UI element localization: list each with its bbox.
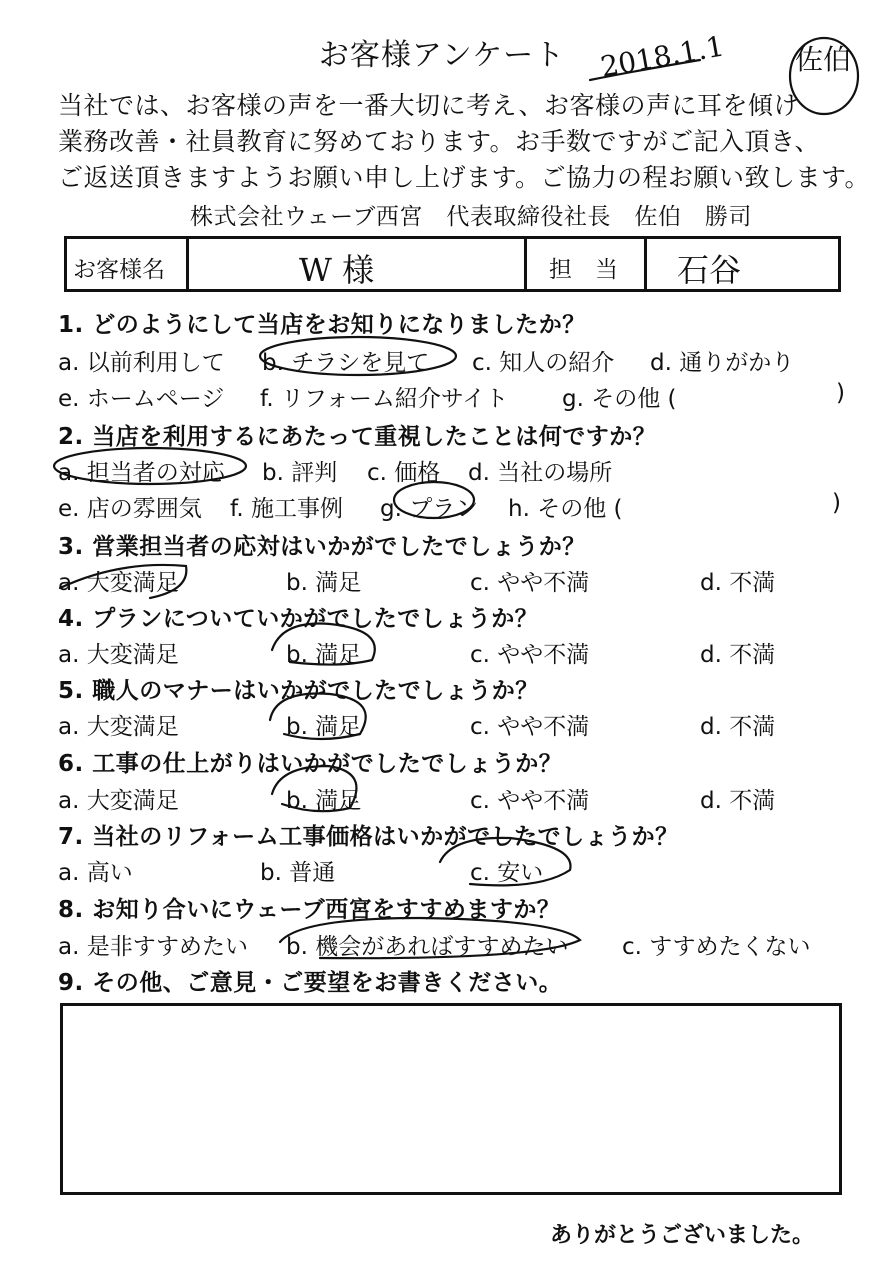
question-1: 1. どのようにして当店をお知りになりましたか？: [58, 312, 586, 338]
question-8: 8. お知り合いにウェーブ西宮をすすめますか？: [58, 897, 561, 923]
q5-option-b[interactable]: b. 満足: [286, 714, 362, 740]
q2-option-a[interactable]: a. 担当者の対応: [58, 460, 225, 486]
q1-option-f[interactable]: f. リフォーム紹介サイト: [260, 386, 509, 412]
q2-option-f[interactable]: f. 施工事例: [230, 496, 344, 522]
q4-option-c[interactable]: c. やや不満: [470, 642, 590, 668]
staff-label-cell: [527, 239, 647, 289]
seal-stamp: 佐伯: [794, 43, 851, 76]
customer-name-value: W 様: [299, 251, 375, 289]
q6-option-d[interactable]: d. 不満: [700, 788, 776, 814]
q7-option-c[interactable]: c. 安い: [470, 860, 544, 886]
question-7: 7. 当社のリフォーム工事価格はいかがでしたでしょうか？: [58, 824, 679, 850]
q1-other-close-paren: ): [836, 380, 845, 406]
q1-option-g[interactable]: g. その他 (: [562, 386, 677, 412]
q2-option-d[interactable]: d. 当社の場所: [468, 460, 613, 486]
q8-option-a[interactable]: a. 是非すすめたい: [58, 934, 248, 960]
q4-option-b[interactable]: b. 満足: [286, 642, 362, 668]
q5-option-c[interactable]: c. やや不満: [470, 714, 590, 740]
question-6: 6. 工事の仕上がりはいかがでしたでしょうか？: [58, 751, 563, 777]
q3-option-b[interactable]: b. 満足: [286, 570, 362, 596]
question-3: 3. 営業担当者の応対はいかがでしたでしょうか？: [58, 534, 586, 560]
q2-option-e[interactable]: e. 店の雰囲気: [58, 496, 202, 522]
q2-option-g[interactable]: g. プラン: [380, 496, 479, 522]
q2-option-h[interactable]: h. その他 (: [508, 496, 623, 522]
intro-line-1: 当社では、お客様の声を一番大切に考え、お客様の声に耳を傾け: [58, 91, 800, 120]
question-9: 9. その他、ご意見・ご要望をお書きください。: [58, 970, 563, 996]
q3-option-d[interactable]: d. 不満: [700, 570, 776, 596]
staff-label: 担 当: [549, 257, 618, 283]
survey-title: お客様アンケート: [318, 38, 566, 73]
q1-option-b[interactable]: b. チラシを見て: [262, 350, 430, 376]
q1-option-a[interactable]: a. 以前利用して: [58, 350, 225, 376]
q6-option-a[interactable]: a. 大変満足: [58, 788, 179, 814]
customer-label: お客様名: [73, 257, 165, 283]
q8-option-c[interactable]: c. すすめたくない: [622, 934, 811, 960]
q1-option-e[interactable]: e. ホームページ: [58, 386, 225, 412]
staff-name-value: 石谷: [677, 251, 742, 289]
q4-option-d[interactable]: d. 不満: [700, 642, 776, 668]
question-2: 2. 当店を利用するにあたって重視したことは何ですか？: [58, 424, 657, 450]
intro-line-2: 業務改善・社員教育に努めております。お手数ですがご記入頂き、: [58, 127, 821, 156]
q7-option-a[interactable]: a. 高い: [58, 860, 133, 886]
question-4: 4. プランについていかがでしたでしょうか？: [58, 606, 539, 632]
staff-value-cell[interactable]: [647, 239, 838, 289]
q5-option-a[interactable]: a. 大変満足: [58, 714, 179, 740]
info-box: [64, 236, 841, 292]
comment-box[interactable]: [60, 1003, 842, 1195]
q6-option-c[interactable]: c. やや不満: [470, 788, 590, 814]
q3-option-c[interactable]: c. やや不満: [470, 570, 590, 596]
q3-option-a[interactable]: a. 大変満足: [58, 570, 179, 596]
customer-label-cell: [67, 239, 189, 289]
q2-option-c[interactable]: c. 価格: [367, 460, 441, 486]
q8-option-b[interactable]: b. 機会があればすすめたい: [286, 934, 569, 960]
q1-option-d[interactable]: d. 通りがかり: [650, 350, 795, 376]
q7-option-b[interactable]: b. 普通: [260, 860, 336, 886]
handwritten-date: 2018.1.1: [598, 29, 727, 84]
question-5: 5. 職人のマナーはいかがでしたでしょうか？: [58, 678, 539, 704]
company-line: 株式会社ウェーブ西宮 代表取締役社長 佐伯 勝司: [190, 204, 752, 230]
customer-value-cell[interactable]: [189, 239, 527, 289]
q1-option-c[interactable]: c. 知人の紹介: [472, 350, 615, 376]
q2-other-close-paren: ): [832, 490, 841, 516]
intro-line-3: ご返送頂きますようお願い申し上げます。ご協力の程お願い致します。: [58, 163, 871, 192]
thanks-message: ありがとうございました。: [550, 1223, 815, 1248]
q6-option-b[interactable]: b. 満足: [286, 788, 362, 814]
q4-option-a[interactable]: a. 大変満足: [58, 642, 179, 668]
q2-option-b[interactable]: b. 評判: [262, 460, 338, 486]
q5-option-d[interactable]: d. 不満: [700, 714, 776, 740]
